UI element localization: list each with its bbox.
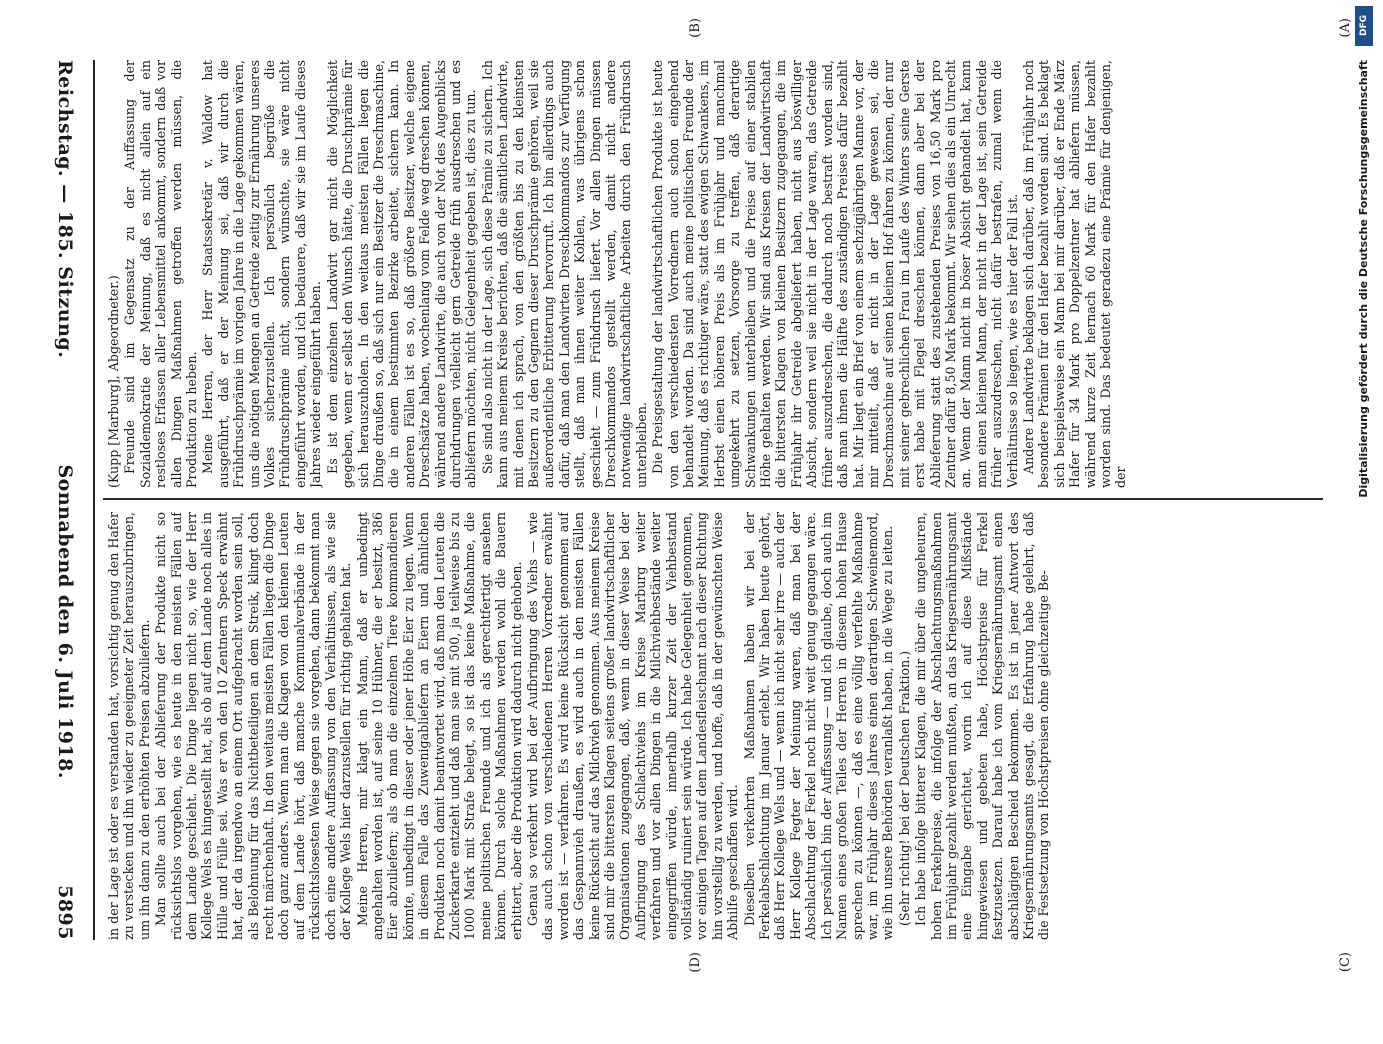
header-rule [93,60,95,940]
paragraph: Dieselben verkehrten Maßnahmen haben wir bei der Ferkelabschlachtung im Januar erlebt. Wir haben heute gehört, daß Herr Kollege Wels und — wenn ich nicht sehr irre — auch der Herr Kollege Fegter der Meinung waren, daß man bei der Abschlachtung der Ferkel noch nicht weit genug gegangen wäre. Ich persönlich bin der Auffassung — und ich glaube, doch auch im Namen eines großen Teiles der Herren in diesem hohen Hause sprechen zu können —, daß es eine völlig verfehlte Maßnahme war, im Frühjahr dieses Jahres einen derartigen Schweinemord, wie ihn unsere Behörden veranlaßt haben, in die Wege zu leiten. [741,512,896,940]
margin-mark-d: (D) [688,952,703,973]
dfg-logo: DFG [1355,6,1373,46]
paragraph: Ich habe infolge bitterer Klagen, die mir über die ungeheuren, hohen Ferkelpreise, die infolge der Abschlachtungsmaßnahmen im Frühjahr gezahlt werden mußten, an das Kriegsernährungsamt eine Eingabe gerichtet, worin ich auf diese Mißstände hingewiesen und gebeten habe, Höchstpreise für Ferkel festzusetzen. Darauf habe ich vom Kriegsernährungsamt einen abschlägigen Bescheid bekommen. Es ist in jener Antwort des Kriegsernährungsamts gesagt, die Erfahrung habe gelehrt, daß die Festsetzung von Höchstpreisen ohne gleichzeitige Be- [913,512,1052,940]
left-column [106,60,1321,488]
credit-text: Digitalisierung gefördert durch die Deutsche Forschungsgemeinschaft [1356,60,1370,498]
digitization-credit [1349,60,1377,1044]
running-head [47,60,83,940]
paragraph: Man sollte auch bei der Ablieferung der Produkte nicht so rücksichtslos vorgehen, wie es heute in den meisten Fällen auf dem Lande geschieht. Die Dinge liegen nicht so, wie der Herr Kollege Wels es hingestellt hat, als ob auf dem Lande noch alles in Hülle und Fülle sei. Was er von den 10 Zentnern Speck erwähnt hat, der da irgendwo an einem Ort aufgebracht worden sein soll, als Belohnung für das Nichtbeteiligen an dem Streik, klingt doch recht märchenhaft. In den weitaus meisten Fällen liegen die Dinge doch ganz anders. Wenn man die Klagen von den kleinen Leuten auf dem Lande hört, daß manche Kommunalverbände in der rücksichtslosesten Weise gegen sie vorgehen, dann bekommt man doch eine andere Auffassung von den Verhältnissen, als wie sie der Kollege Wels hier darzustellen für richtig gehalten hat. [153,512,354,940]
column-divider [103,498,1323,500]
paragraph: Freunde sind im Gegensatz zu der Auffassung der Sozialdemokratie der Meinung, daß es nicht allein auf ein restloses Erfassen aller Lebensmittel ankommt, sondern daß vor allen Dingen Maßnahmen getroffen werden müssen, die Produktion zu heben. [122,60,200,488]
paragraph: in der Lage ist oder es verstanden hat, vorsichtig genug den Hafer zu verstecken und ihn wieder zu geeigneter Zeit herauszubringen, um ihn dann zu den erhöhten Preisen abzuliefern. [106,512,152,940]
paragraph: Andere Landwirte beklagen sich darüber, daß im Frühjahr noch besondere Prämien für den Hafer bezahlt worden sind. Es beklagt sich beispielsweise ein Mann bei mir darüber, daß er Ende März Hafer für 34 Mark pro Doppelzentner hat abliefern müssen, während kurze Zeit hernach 60 Mark für den Hafer bezahlt worden sind. Das bedeutet geradezu eine Prämie für denjenigen, der [1020,60,1129,488]
paragraph: Genau so verkehrt wird bei der Aufbringung des Viehs — wie das auch schon von verschiedenen Herren Vorredner erwähnt worden ist — verfahren. Es wird keine Rücksicht genommen auf das Gespannvieh draußen, es wird auch in den meisten Fällen keine Rücksicht auf das Milchvieh genommen. Aus meinem Kreise sind mir die bittersten Klagen seitens großer landwirtschaftlicher Organisationen zugegangen, daß, wenn in dieser Weise bei der Aufbringung des Schlachtviehs im Kreise Marburg weiter verfahren und vor allen Dingen in die Milchviehbestände weiter eingegriffen würde, innerhalb kurzer Zeit der Viehbestand vollständig ruiniert sein würde. Ich habe Gelegenheit genommen, vor einigen Tagen auf dem Landesfleischamt nach dieser Richtung hin vorstellig zu werden, und hoffe, daß in der gewünschten Weise Abhilfe geschaffen wird. [524,512,741,940]
paragraph: Meine Herren, mir klagt ein Mann, daß er unbedingt angehalten worden ist, auf seine 10 Hühner, die er besitzt, 386 Eier abzuliefern; als ob man die einzelnen Tiere kommandieren könnte, unbedingt in dieser oder jener Höhe Eier zu legen. Wenn in diesem Falle das Zuwenigabliefern an Eiern und ähnlichen Produkten noch damit beantwortet wird, daß man den Leuten die Zuckerkarte entzieht und daß man sie mit 500, ja teilweise bis zu 1000 Mark mit Strafe belegt, so ist das keine Maßnahme, die meine politischen Freunde und ich als gerechtfertigt ansehen können. Durch solche Maßnahmen werden wohl die Bauern erbittert, aber die Produktion wird dadurch nicht gehoben. [354,512,524,940]
paragraph: (Sehr richtig! bei der Deutschen Fraktion.) [896,650,912,926]
margin-mark-c: (C) [1338,952,1353,973]
margin-mark-b: (B) [688,18,703,38]
page-number: 5895 [54,885,76,940]
paragraph: (Kupp [Marburg], Abgeordneter.) [106,275,121,488]
header-left: Reichstag. — 185. Sitzung. [54,60,76,359]
right-column [106,512,1321,940]
paragraph: Sie sind also nicht in der Lage, sich diese Prämie zu sichern. Ich kann aus meinem Kreise berichten, daß die sämtlichen Landwirte, mit denen ich sprach, von den größten bis zu den kleinsten Besitzern zu den Gegnern dieser Druschprämie gehören, weil sie außerordentliche Erbitterung hervorruft. Ich bin allerdings auch dafür, daß man den Landwirten Dreschkommandos zur Verfügung stellt, daß man ihnen weiter Kohlen, was übrigens schon geschieht — zum Frühdrusch liefert. Vor allen Dingen müssen Dreschkommandos gestellt werden, damit nicht andere notwendige landwirtschaftliche Arbeiten durch den Frühdrusch unterbleiben. [479,60,649,488]
paragraph: Es ist dem einzelnen Landwirt gar nicht die Möglichkeit gegeben, wenn er selbst den Wunsch hätte, die Druschprämie für sich herauszuholen. In den weitaus meisten Fällen liegen die Dinge draußen so, daß sich nur ein Besitzer die Dreschmaschine, die in einem bestimmten Bezirke arbeitet, sichern kann. In anderen Fällen ist es so, daß größere Besitzer, welche eigene Dreschsätze haben, wochenlang vom Felde weg dreschen können, während andere Landwirte, die auch von der Not des Augenblicks durchdrungen vielleicht gern Getreide früh ausdreschen und es abliefern möchten, nicht Gelegenheit gegeben ist, dies zu tun. [324,60,479,488]
paragraph: Die Preisgestaltung der landwirtschaftlichen Produkte ist heute von den verschiedensten Vorrednern auch schon eingehend behandelt worden. Da sind auch meine politischen Freunde der Meinung, daß es richtiger wäre, statt des ewigen Schwankens, im Herbst einen höheren Preis als im Frühjahr und manchmal umgekehrt zu setzen, Vorsorge zu treffen, daß derartige Schwankungen unterbleiben und die Preise auf einer stabilen Höhe gehalten werden. Wir sind aus Kreisen der Landwirtschaft die bittersten Klagen von kleinen Besitzern zugegangen, die im Frühjahr ihr Getreide abgeliefert haben, nicht aus böswilliger Absicht, sondern weil sie nicht in der Lage waren, das Getreide früher auszudreschen, die dadurch noch bestraft worden sind, daß man ihnen die Hälfte des zuständigen Preises dafür bezahlt hat. Mir liegt ein Brief von einem sechzigjährigen Manne vor, der mir mitteilt, daß er nicht in der Lage gewesen sei, die Dreschmaschine auf seinen kleinen Hof fahren zu können, der nur mit seiner gebrechlichen Frau im Laufe des Winters seine Gerste erst habe mit Flegel dreschen können, dann aber bei der Ablieferung statt des zustehenden Preises von 16,50 Mark pro Zentner dafür 8,50 Mark bekommt. Wir sehen dies als ein Unrecht an. Wenn der Mann nicht in böser Absicht gehandelt hat, kann man einen kleinen Mann, der nicht in der Lage ist, sein Getreide früher auszudreschen, nicht dafür bestrafen, zumal wenn die Verhältnisse so liegen, wie es hier der Fall ist. [650,60,1020,488]
header-date: Sonnabend den 6. Juli 1918. [54,464,76,779]
margin-mark-a: (A) [1338,18,1353,38]
paragraph: Meine Herren, der Herr Staatssekretär v. Waldow hat ausgeführt, daß er der Meinung sei, daß wir durch die Frühdruschprämie im vorigen Jahre in die Lage gekommen wären, uns die nötigen Mengen an Getreide zeitig zur Ernährung unseres Volkes sicherzustellen. Ich persönlich begrüße die Frühdruschprämie nicht, sondern wünschte, sie wäre nicht eingeführt worden, und ich bedauere, daß wir sie im Laufe dieses Jahres wieder eingeführt haben. [200,60,324,488]
